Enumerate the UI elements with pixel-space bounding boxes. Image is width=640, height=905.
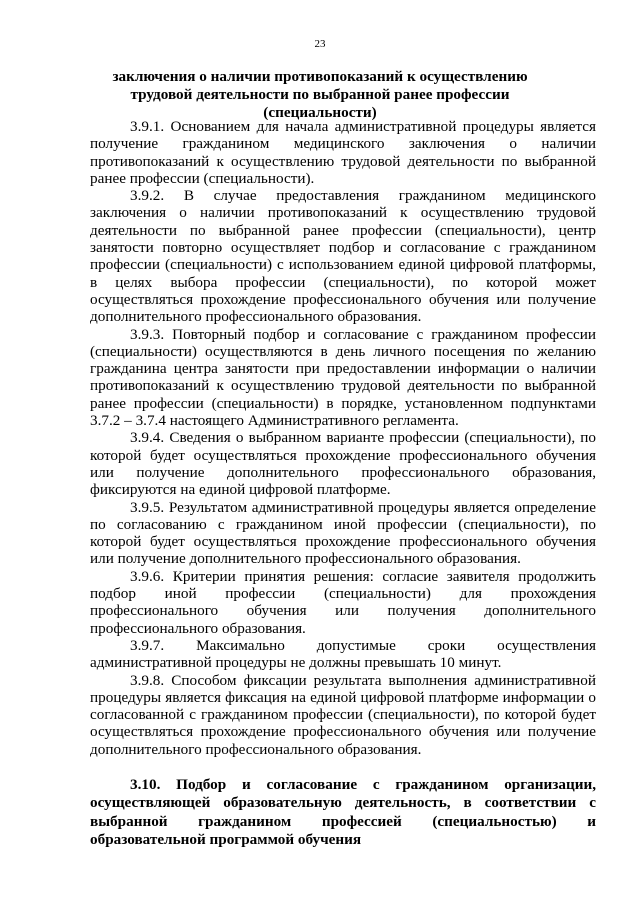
paragraph-3-9-2: 3.9.2. В случае предоставления гражданином медицинского заключения о наличии противопоказаний к осуществлению трудовой деятельности по выбранной ранее профессии (специальности), центр занятости повторно осуществляет подбор и согласование с гражданином профессии (специальности) с использованием единой цифровой платформы, в целях выбора профессии (специальности), по которой может осуществляться прохождение профессионального обучения или получение дополнительного профессионального образования.: [90, 187, 596, 326]
paragraph-3-9-8: 3.9.8. Способом фиксации результата выполнения административной процедуры является фиксация на единой цифровой платформе информации о согласованной с гражданином профессии (специальности), по которой будет осуществляться прохождение профессионального обучения или получение дополнительного профессионального образования.: [90, 671, 596, 758]
paragraph-3-9-7: 3.9.7. Максимально допустимые сроки осуществления административной процедуры не должны превышать 10 минут.: [90, 636, 596, 672]
page-number: 23: [314, 38, 326, 50]
paragraph-3-9-4: 3.9.4. Сведения о выбранном варианте профессии (специальности), по которой будет осуществляться прохождение профессионального обучения или получение дополнительного профессионального образования, фиксируются на единой цифровой платформе.: [90, 429, 596, 499]
paragraph-3-9-3: 3.9.3. Повторный подбор и согласование с гражданином профессии (специальности) осуществляются в день личного посещения по желанию гражданина центра занятости при предоставлении информации о наличии противопоказаний к осуществлению трудовой деятельности по выбранной ранее профессии (специальности) в порядке, установленном подпунктами 3.7.2 – 3.7.4 настоящего Административного регламента.: [90, 325, 596, 430]
document-body: [90, 118, 596, 758]
paragraph-3-9-5: 3.9.5. Результатом административной процедуры является определение по согласованию с гражданином иной профессии (специальности), по которой будет осуществляться прохождение профессионального обучения или получение дополнительного профессионального образования.: [90, 498, 596, 568]
page-heading: заключения о наличии противопоказаний к осуществлению трудовой деятельности по выбранной ранее профессии (специальности): [112, 68, 528, 121]
paragraph-3-9-6: 3.9.6. Критерии принятия решения: согласие заявителя продолжить подбор иной профессии (специальности) для прохождения профессионального обучения или получения дополнительного профессионального образования.: [90, 567, 596, 637]
section-heading-3-10: 3.10. Подбор и согласование с гражданином организации, осуществляющей образовательную деятельность, в соответствии с выбранной гражданином профессией (специальностью) и образовательной программой обучения: [90, 776, 596, 848]
paragraph-3-9-1: 3.9.1. Основанием для начала административной процедуры является получение гражданином медицинского заключения о наличии противопоказаний к осуществлению трудовой деятельности по выбранной ранее профессии (специальности).: [90, 118, 596, 187]
